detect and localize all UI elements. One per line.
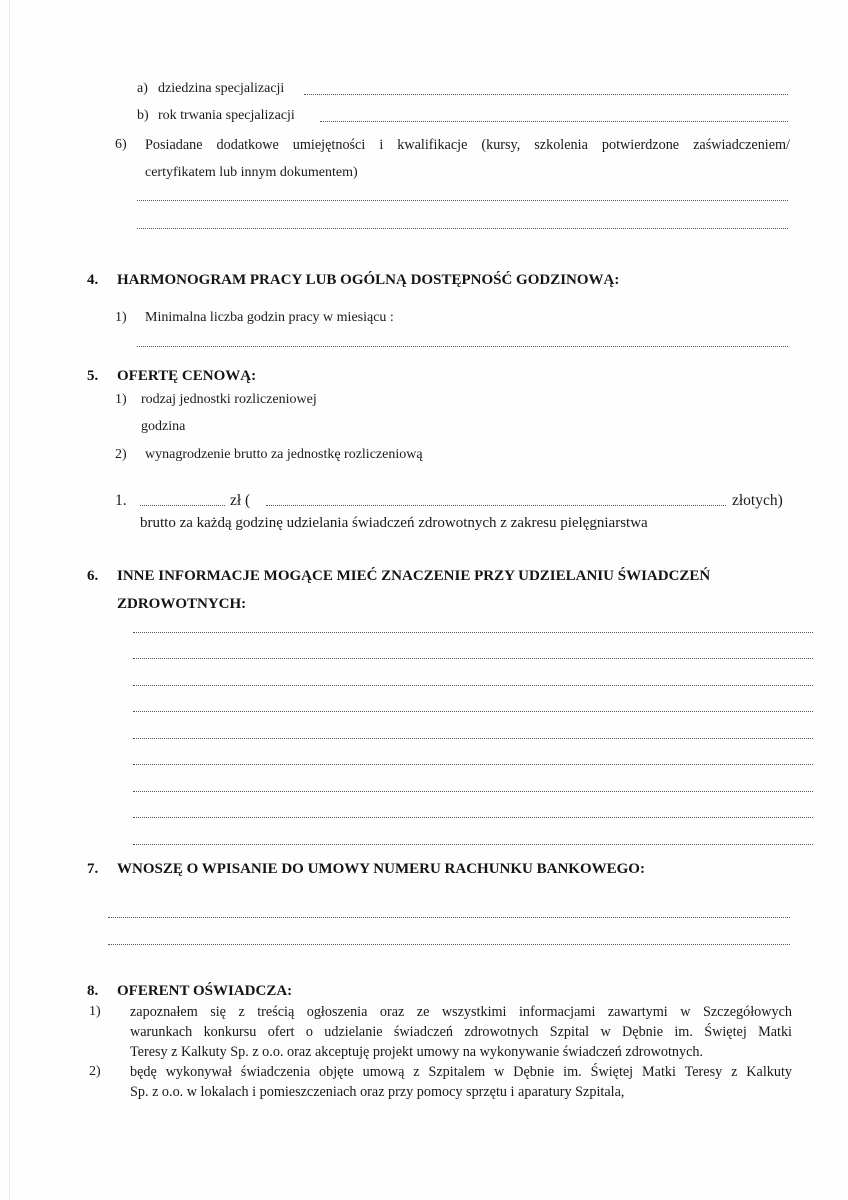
sub-a-label: a) (137, 81, 148, 96)
section6-title-line1: INNE INFORMACJE MOGĄCE MIEĆ ZNACZENIE PRZY UDZIELANIU ŚWIADCZEŃ (117, 568, 711, 584)
section7-title: WNOSZĘ O WPISANIE DO UMOWY NUMERU RACHUNKU BANKOWEGO: (117, 861, 645, 877)
other-info-input-line-3[interactable] (133, 683, 813, 686)
section7-number: 7. (87, 861, 99, 877)
section8-title: OFERENT OŚWIADCZA: (117, 983, 293, 999)
other-info-input-line-4[interactable] (133, 709, 813, 712)
declaration-2-line2: Sp. z o.o. w lokalach i pomieszczeniach oraz przy pomocy sprzętu i aparatury Szpitala, (130, 1084, 625, 1100)
scan-edge (9, 0, 10, 1200)
item6-text-line2: certyfikatem lub innym dokumentem) (145, 165, 358, 180)
sub-b-text: rok trwania specjalizacji (158, 108, 295, 123)
sub-b-label: b) (137, 108, 149, 123)
section4-item1-number: 1) (115, 310, 127, 325)
specialization-field-input[interactable] (304, 92, 788, 95)
price-description: brutto za każdą godzinę udzielania świadczeń zdrowotnych z zakresu pielęgniarstwa (140, 515, 648, 531)
other-info-input-line-6[interactable] (133, 762, 813, 765)
qualifications-input-line-1[interactable] (137, 198, 788, 201)
price-words-suffix: złotych) (732, 492, 783, 509)
other-info-input-line-2[interactable] (133, 656, 813, 659)
section5-title: OFERTĘ CENOWĄ: (117, 368, 257, 384)
declaration-1-line1: zapoznałem się z treścią ogłoszenia oraz ze wszystkimi informacjami zawartymi w Szczegółowych (130, 1004, 792, 1020)
section8-number: 8. (87, 983, 99, 999)
price-words-input[interactable] (266, 503, 726, 506)
other-info-input-line-7[interactable] (133, 789, 813, 792)
other-info-input-line-1[interactable] (133, 630, 813, 633)
section6-number: 6. (87, 568, 99, 584)
section4-number: 4. (87, 272, 99, 288)
sub-a-text: dziedzina specjalizacji (158, 81, 285, 96)
item6-text-line1: Posiadane dodatkowe umiejętności i kwalifikacje (kursy, szkolenia potwierdzone zaświadczeniem/ (145, 137, 790, 153)
bank-account-input-line-2[interactable] (108, 942, 790, 945)
section5-number: 5. (87, 368, 99, 384)
item6-number: 6) (115, 137, 127, 152)
section4-item1-text: Minimalna liczba godzin pracy w miesiącu : (145, 310, 394, 325)
min-hours-input[interactable] (137, 344, 788, 347)
unit-value: godzina (141, 419, 186, 434)
other-info-input-line-5[interactable] (133, 736, 813, 739)
section5-item2-number: 2) (115, 447, 127, 462)
price-number: 1. (115, 492, 127, 509)
declaration-1-number: 1) (89, 1004, 101, 1019)
section6-title-line2: ZDROWOTNYCH: (117, 596, 247, 612)
price-amount-input[interactable] (140, 503, 225, 506)
price-currency: zł ( (230, 492, 251, 509)
other-info-input-line-8[interactable] (133, 815, 813, 818)
other-info-input-line-9[interactable] (133, 842, 813, 845)
section5-item2-text: wynagrodzenie brutto za jednostkę rozliczeniową (145, 447, 423, 462)
bank-account-input-line-1[interactable] (108, 915, 790, 918)
declaration-1-line2: warunkach konkursu ofert o udzielanie świadczeń zdrowotnych Szpital w Dębnie im. Świętej Matki (130, 1024, 792, 1040)
section4-title: HARMONOGRAM PRACY LUB OGÓLNĄ DOSTĘPNOŚĆ GODZINOWĄ: (117, 272, 620, 288)
section5-item1-number: 1) (115, 392, 127, 407)
declaration-2-number: 2) (89, 1064, 101, 1079)
section5-item1-text: rodzaj jednostki rozliczeniowej (141, 392, 317, 407)
specialization-years-input[interactable] (320, 119, 788, 122)
declaration-1-line3: Teresy z Kalkuty Sp. z o.o. oraz akceptuję projekt umowy na wykonywanie świadczeń zdrowotnych. (130, 1044, 704, 1060)
declaration-2-line1: będę wykonywał świadczenia objęte umową z Szpitalem w Dębnie im. Świętej Matki Teresy z Kalkuty (130, 1064, 792, 1080)
qualifications-input-line-2[interactable] (137, 226, 788, 229)
